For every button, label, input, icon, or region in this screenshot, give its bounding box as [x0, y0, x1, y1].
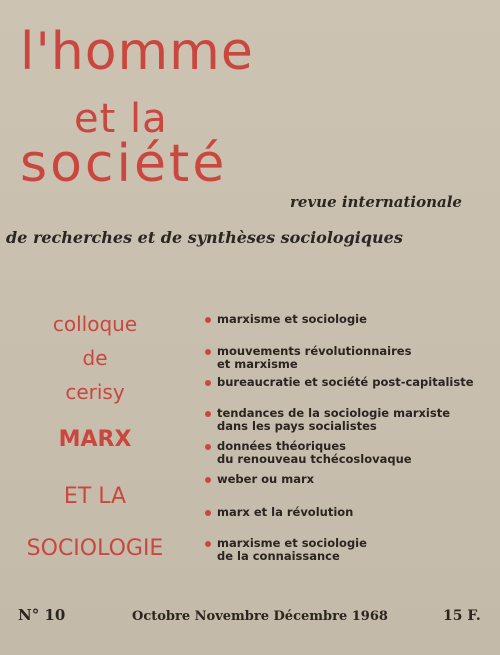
subtitle-line-2: de recherches et de synthèses sociologiques	[6, 228, 403, 247]
bullet-icon	[205, 541, 211, 547]
issue-number: N° 10	[18, 606, 66, 624]
bullet-icon	[205, 477, 211, 483]
bullet-icon	[205, 510, 211, 516]
topic-item: marxisme et sociologie	[205, 313, 495, 326]
bullet-icon	[205, 317, 211, 323]
theme-label: MARX	[58, 427, 132, 452]
title-line-3: société	[20, 134, 228, 194]
topic-item: marxisme et sociologie de la connaissance	[205, 537, 495, 563]
colloquium-label: cerisy	[65, 380, 125, 404]
colloquium-label: colloque	[52, 312, 138, 336]
topic-item: mouvements révolutionnaires et marxisme	[205, 345, 495, 371]
title-line-1: l'homme	[20, 22, 254, 82]
bullet-icon	[205, 411, 211, 417]
topic-item: weber ou marx	[205, 473, 495, 486]
bullet-icon	[205, 349, 211, 355]
topic-item: tendances de la sociologie marxiste dans les pays socialistes	[205, 407, 495, 433]
subtitle-line-1: revue internationale	[290, 193, 462, 211]
issue-date: Octobre Novembre Décembre 1968	[132, 609, 388, 624]
bullet-icon	[205, 444, 211, 450]
theme-label: SOCIOLOGIE	[26, 536, 164, 561]
title-line-2: et la	[74, 96, 168, 142]
topic-item: données théoriques du renouveau tchécoslovaque	[205, 440, 495, 466]
topic-item: marx et la révolution	[205, 506, 495, 519]
colloquium-label: de	[82, 346, 108, 370]
theme-label: ET LA	[63, 484, 127, 509]
price-label: 15 F.	[443, 608, 481, 624]
bullet-icon	[205, 380, 211, 386]
topic-item: bureaucratie et société post-capitaliste	[205, 376, 495, 389]
